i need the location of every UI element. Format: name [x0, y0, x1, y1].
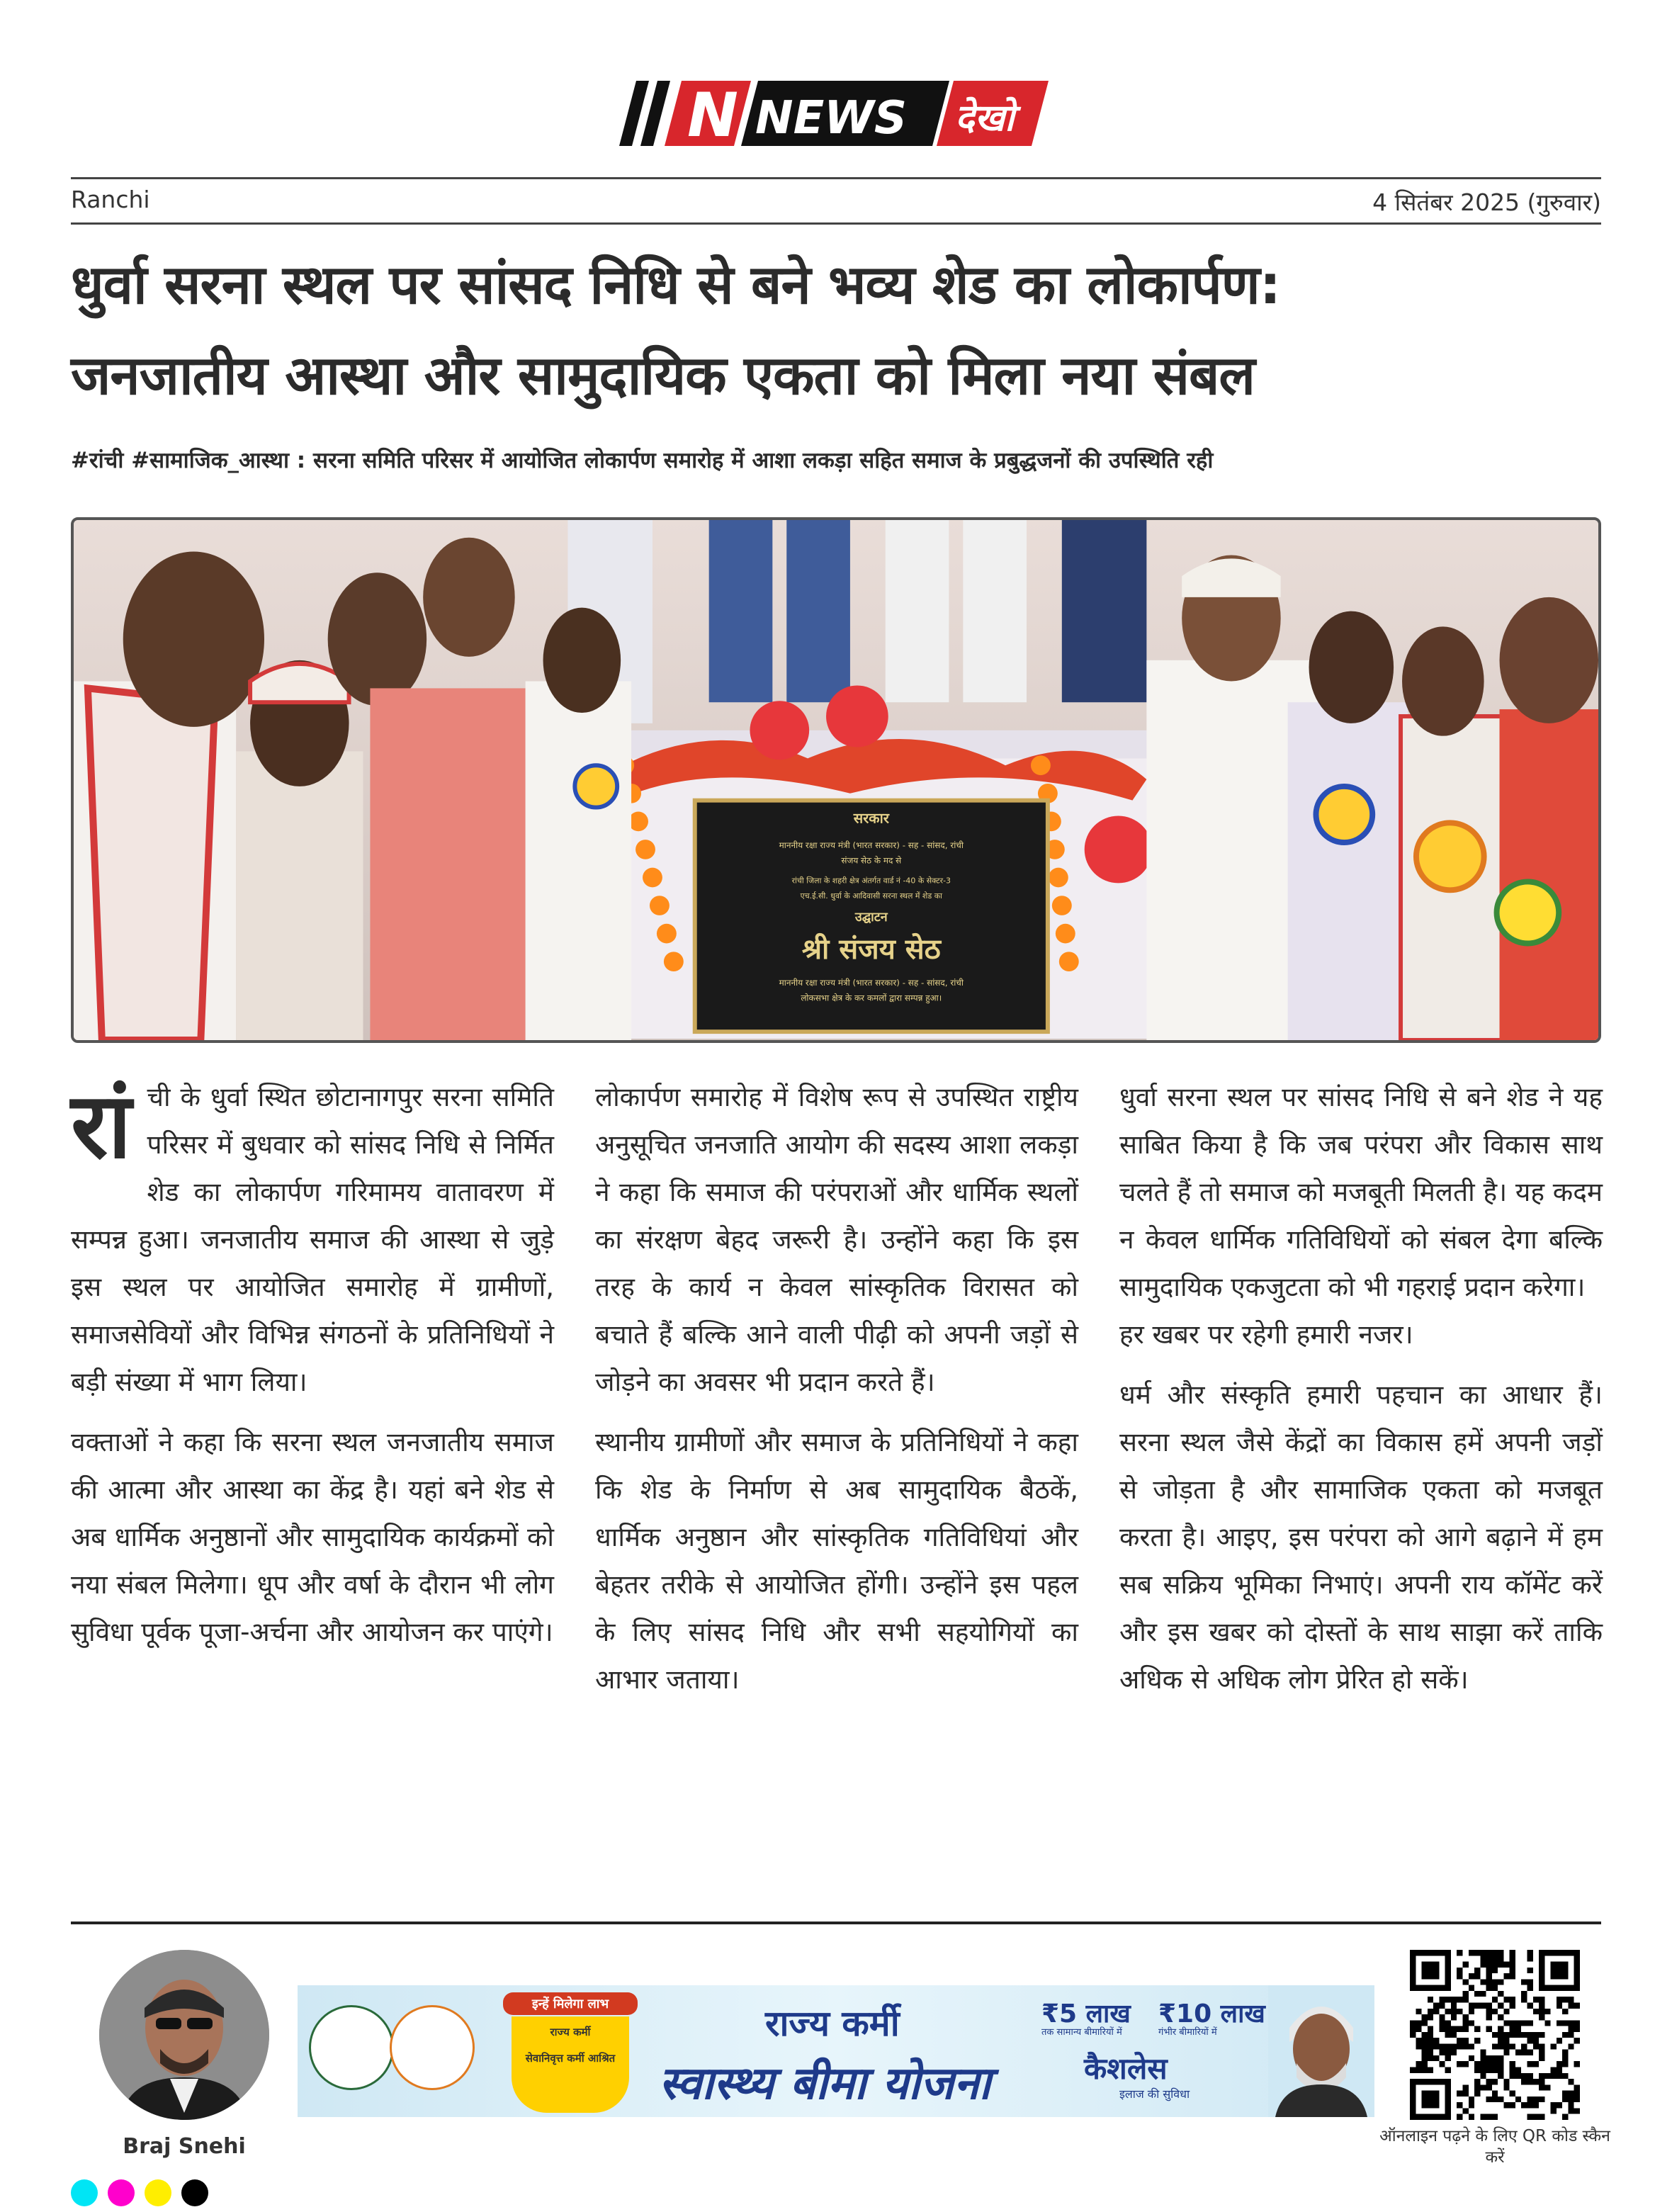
- plaque-line-7: लोकसभा क्षेत्र के कर कमलों द्वारा सम्पन्न हुआ।: [801, 993, 942, 1003]
- ad-amount-2: ₹10 लाख: [1158, 1999, 1265, 2028]
- article-column-1: [71, 1073, 554, 1669]
- black-dot: [181, 2179, 208, 2206]
- magenta-dot: [108, 2179, 135, 2206]
- dateline-date: 4 सितंबर 2025 (गुरुवार): [1372, 188, 1601, 216]
- qr-caption: ऑनलाइन पढ़ने के लिए QR कोड स्कैन करें: [1379, 2127, 1610, 2167]
- ad-badge-title: इन्हें मिलेगा लाभ: [503, 1992, 638, 2015]
- qr-code[interactable]: [1410, 1950, 1580, 2120]
- ad-amount-2-sub: गंभीर बीमारियों में: [1158, 2027, 1217, 2038]
- logo-tag: देखो: [955, 97, 1015, 140]
- article-paragraph: स्थानीय ग्रामीणों और समाज के प्रतिनिधियों ने कहा कि शेड के निर्माण से अब सामुदायिक बैठकें, धार्मिक अनुष्ठान और सांस्कृतिक गतिविधियां और बेहतर तरीके से आयोजित होंगी। उन्होंने इस पहल के लिए सांसद निधि और सभी सहयोगियों का आभार जताया।: [595, 1427, 1078, 1695]
- article-tagline: हर खबर पर रहेगी हमारी नजर।: [1119, 1319, 1413, 1350]
- article-column-3: [1119, 1073, 1603, 1716]
- ad-amount-1-sub: तक सामान्य बीमारियों में: [1041, 2027, 1122, 2038]
- logo-graphic: [616, 78, 1063, 149]
- paragraph-text: ची के धुर्वा स्थित छोटानागपुर सरना समिति परिसर में बुधवार को सांसद निधि से निर्मित शेड का लोकार्पण गरिमामय वातावरण में सम्पन्न हुआ। जनजातीय समाज की आस्था से जुड़े इस स्थल पर आयोजित समारोह में ग्रामीणों, समाजसेवियों और विभिन्न संगठनों के प्रतिनिधियों ने बड़ी संख्या में भाग लिया।: [71, 1082, 554, 1397]
- article-paragraph: वक्ताओं ने कहा कि सरना स्थल जनजातीय समाज की आत्मा और आस्था का केंद्र है। यहां बने शेड से अब धार्मिक अनुष्ठानों और सामुदायिक कार्यक्रमों को नया संबल मिलेगा। धूप और वर्षा के दौरान भी लोग सुविधा पूर्वक पूजा-अर्चना और आयोजन कर पाएंगे।: [71, 1427, 554, 1647]
- footer-rule: [71, 1922, 1601, 1924]
- article-paragraph: [71, 1073, 554, 1406]
- ad-badge-line-1: राज्य कर्मी: [550, 2026, 591, 2038]
- ad-amount-1: ₹5 लाख: [1041, 1999, 1131, 2028]
- ad-benefit-badge: [503, 1985, 638, 2117]
- qr-code-graphic: [1410, 1950, 1580, 2120]
- article-column-2: [595, 1073, 1078, 1716]
- logo-word: NEWS: [755, 92, 907, 145]
- photo-illustration: [74, 520, 1598, 1040]
- plaque-line-1: माननीय रक्षा राज्य मंत्री (भारत सरकार) - सह - सांसद, रांची: [779, 840, 964, 850]
- ad-cashless: कैशलेस: [1084, 2051, 1168, 2086]
- plaque-line-2: संजय सेठ के मद से: [841, 855, 902, 866]
- headline: [71, 239, 1601, 421]
- ad-badge-line-2: सेवानिवृत्त कर्मी आश्रित: [525, 2052, 616, 2065]
- news-dekho-logo[interactable]: [616, 78, 1063, 149]
- plaque-header: सरकार: [853, 810, 889, 827]
- article-paragraph: लोकार्पण समारोह में विशेष रूप से उपस्थित राष्ट्रीय अनुसूचित जनजाति आयोग की सदस्य आशा लकड़ा ने कहा कि समाज की परंपराओं और धार्मिक स्थलों का संरक्षण बेहद जरूरी है। उन्होंने कहा कि इस तरह के कार्य न केवल सांस्कृतिक विरासत को बचाते हैं बल्कि आने वाली पीढ़ी को अपनी जड़ों से जोड़ने का अवसर भी प्रदान करते हैं।: [595, 1082, 1078, 1397]
- plaque-name: श्री संजय सेठ: [801, 933, 941, 966]
- ad-cashless-sub: इलाज की सुविधा: [1119, 2087, 1190, 2101]
- ad-title-2: स्वास्थ्य बीमा योजना: [659, 2058, 991, 2110]
- article-paragraph: धर्म और संस्कृति हमारी पहचान का आधार हैं। सरना स्थल जैसे केंद्रों का विकास हमें अपनी जड़ों से जोड़ता है और सामाजिक एकता को मजबूत करता है। आइए, इस परंपरा को आगे बढ़ाने में हम सब सक्रिय भूमिका निभाएं। अपनी राय कॉमेंट करें और इस खबर को दोस्तों के साथ साझा करें ताकि अधिक से अधिक लोग प्रेरित हो सकें।: [1119, 1379, 1603, 1695]
- ad-person-portrait: [1268, 1985, 1374, 2117]
- cyan-dot: [71, 2179, 98, 2206]
- health-insurance-ad[interactable]: [298, 1985, 1374, 2117]
- subheadline: #रांची #सामाजिक_आस्था : सरना समिति परिसर में आयोजित लोकार्पण समारोह में आशा लकड़ा सहित समाज के प्रबुद्धजनों की उपस्थिति रही: [71, 448, 1214, 473]
- jharkhand-emblem-icon: [309, 2005, 394, 2090]
- ad-badge-body: [512, 2016, 629, 2113]
- plaque-line-3: रांची जिला के शहरी क्षेत्र अंतर्गत वार्ड नं -40 के सेक्टर-3: [791, 876, 951, 886]
- event-photo: [71, 517, 1601, 1043]
- plaque-line-5: उद्घाटन: [854, 909, 888, 925]
- yellow-dot: [145, 2179, 171, 2206]
- mid-rule: [71, 222, 1601, 225]
- author-avatar: [99, 1950, 269, 2120]
- masthead: [0, 78, 1672, 156]
- avatar-illustration: [99, 1950, 269, 2120]
- headline-line-2: जनजातीय आस्था और सामुदायिक एकता को मिला नया संबल: [71, 344, 1255, 407]
- article-body: [71, 1073, 1601, 1909]
- plaque-line-6: माननीय रक्षा राज्य मंत्री (भारत सरकार) - सह - सांसद, रांची: [779, 977, 964, 988]
- jsas-logo-icon: [390, 2005, 475, 2090]
- dateline-city: Ranchi: [71, 186, 150, 213]
- author-name: Braj Snehi: [123, 2134, 246, 2159]
- logo-letter: N: [687, 80, 738, 149]
- top-rule: [71, 177, 1601, 179]
- article-paragraph: धुर्वा सरना स्थल पर सांसद निधि से बने शेड ने यह साबित किया है कि जब परंपरा और विकास साथ चलते हैं तो समाज को मजबूती मिलती है। यह कदम न केवल धार्मिक गतिविधियों को संबल देगा बल्कि सामुदायिक एकजुटता को भी गहराई प्रदान करेगा।: [1119, 1082, 1603, 1302]
- ad-title-1: राज्य कर्मी: [765, 2003, 900, 2044]
- plaque-line-4: एच.ई.सी. धुर्वा के आदिवासी सरना स्थल में शेड का: [800, 891, 942, 901]
- headline-line-1: धुर्वा सरना स्थल पर सांसद निधि से बने भव्य शेड का लोकार्पण:: [71, 253, 1281, 316]
- drop-cap: रां: [71, 1073, 132, 1179]
